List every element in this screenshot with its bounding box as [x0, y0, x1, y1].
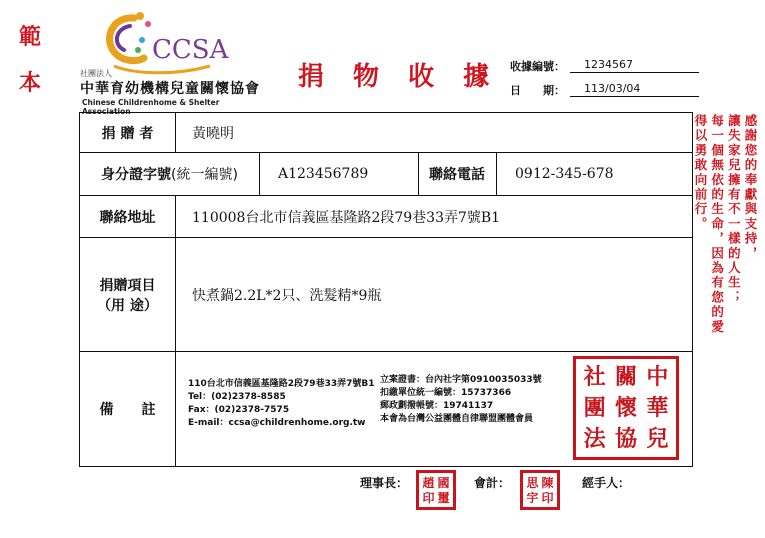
- receipt-number-label: 收據編號：: [510, 60, 565, 73]
- thanks-line-1: 感謝您的奉獻與支持，: [742, 114, 758, 261]
- donor-value: 黃曉明: [192, 125, 234, 142]
- logo-org-prefix: 社團法人: [80, 69, 112, 78]
- address-row: [80, 196, 692, 238]
- tax-id-number: 扣繳單位統一編號：15737366: [380, 388, 512, 398]
- membership-statement: 本會為台灣公益團體自律聯盟團體會員: [380, 414, 534, 424]
- id-phone-row: [80, 153, 692, 196]
- organization-logo: [80, 10, 260, 116]
- ccsa-logo-icon: [94, 10, 229, 80]
- items-label-sub: （用 途）: [97, 297, 158, 314]
- items-value: 快煮鍋2.2L*2只、洗髮精*9瓶: [192, 287, 382, 304]
- items-label: [80, 238, 176, 351]
- address-label: 聯絡地址: [80, 196, 176, 237]
- id-value: A123456789: [278, 166, 369, 182]
- accountant-seal-stamp: 思 陳 宇 印: [520, 470, 560, 510]
- donor-label: 捐 贈 者: [80, 113, 176, 152]
- divider: [496, 153, 497, 195]
- accountant-label: 會計：: [474, 476, 511, 490]
- sample-mark-2: 本: [18, 70, 41, 96]
- contact-email: E-mail：ccsa@childrenhome.org.tw: [188, 418, 366, 428]
- logo-org-name: 中華育幼機構兒童關懷協會: [80, 81, 260, 97]
- id-label: [80, 153, 260, 195]
- contact-tel: Tel：(02)2378-8585: [188, 392, 286, 402]
- contact-fax: Fax：(02)2378-7575: [188, 405, 290, 415]
- phone-value: 0912-345-678: [515, 166, 614, 182]
- remarks-label: 備 註: [80, 352, 176, 466]
- registration-number: 立案證書：台內社字第0910035033號: [380, 375, 542, 385]
- items-row: [80, 238, 692, 352]
- items-label-main: 捐贈項目: [99, 277, 156, 294]
- thanks-message: [693, 114, 757, 464]
- sample-mark-1: 範: [18, 24, 41, 50]
- organization-seal-stamp: 社 關 中 團 懷 華 法 協 兒: [573, 356, 679, 460]
- donor-row: [80, 113, 692, 153]
- receipt-title: 捐 物 收 據: [298, 62, 500, 92]
- chairman-seal-stamp: 趙 國 印 璽: [416, 470, 456, 510]
- postal-account: 郵政劃撥帳號：19741137: [380, 401, 494, 411]
- date-value: 113/03/04: [570, 82, 699, 97]
- handler-label: 經手人：: [582, 476, 631, 490]
- phone-label: 聯絡電話: [429, 167, 485, 183]
- date-label: 日 期：: [510, 84, 565, 97]
- thanks-line-3: 每一個無依的生命，因為有您的愛: [709, 114, 725, 335]
- contact-info-left: [188, 378, 374, 430]
- contact-info-right: [380, 374, 542, 426]
- logo-org-english: Chinese Childrenhome & Shelter Association: [82, 98, 220, 116]
- contact-address: 110台北市信義區基隆路2段79巷33弄7號B1: [188, 379, 375, 389]
- thanks-line-4: 得以勇敢向前行。: [693, 114, 708, 232]
- id-label-suffix: (統一編號): [171, 167, 238, 183]
- address-value: 110008台北市信義區基隆路2段79巷33弄7號B1: [192, 209, 501, 226]
- receipt-number-value: 1234567: [570, 58, 699, 73]
- chairman-label: 理事長：: [360, 476, 409, 490]
- thanks-line-2: 讓失家兒擁有不一樣的人生；: [726, 114, 742, 306]
- logo-brand-text: CCSA: [152, 35, 229, 65]
- id-label-main: 身分證字號: [101, 167, 172, 183]
